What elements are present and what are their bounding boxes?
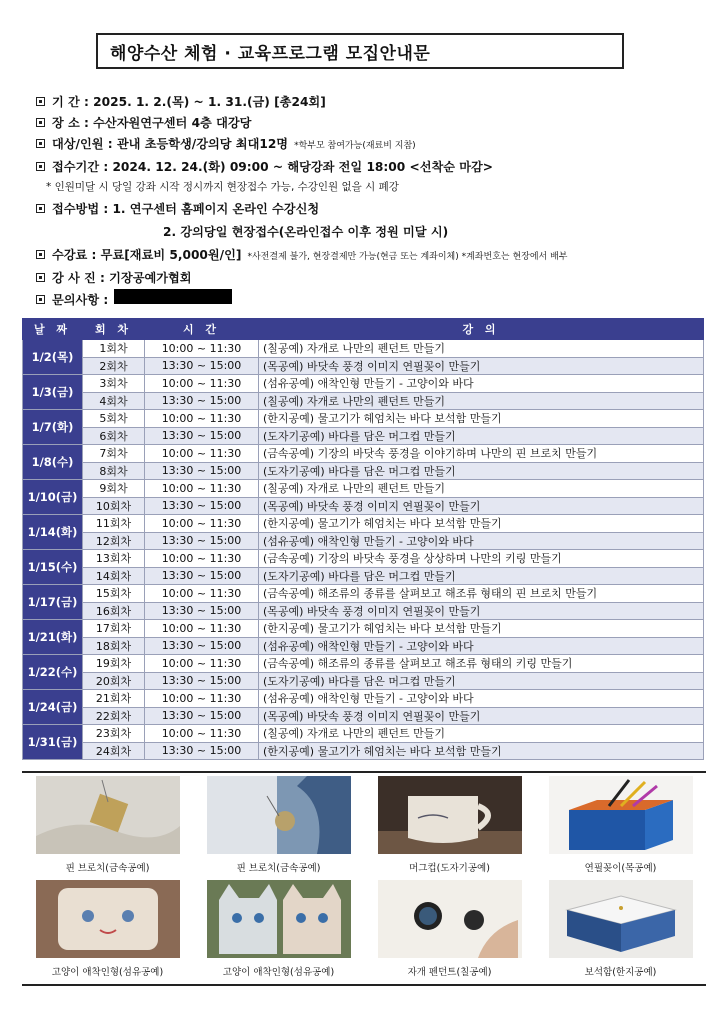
info-section bbox=[36, 92, 716, 311]
lecture-cell: (목공예) 바닷속 풍경 이미지 연필꽂이 만들기 bbox=[259, 357, 704, 375]
time-cell: 13:30 ~ 15:00 bbox=[145, 357, 259, 375]
lecture-cell: (한지공예) 물고기가 헤엄치는 바다 보석함 만들기 bbox=[259, 410, 704, 428]
session-cell: 1회차 bbox=[83, 340, 145, 358]
header-time: 시 간 bbox=[145, 319, 259, 340]
lecture-cell: (목공예) 바닷속 풍경 이미지 연필꽂이 만들기 bbox=[259, 497, 704, 515]
info-place: 장 소 : 수산자원연구센터 4층 대강당 bbox=[36, 113, 716, 134]
session-cell: 21회차 bbox=[83, 690, 145, 708]
table-row bbox=[23, 392, 704, 410]
divider bbox=[22, 984, 706, 986]
gallery-item bbox=[375, 776, 525, 874]
cat-doll-photo-icon bbox=[36, 880, 180, 958]
lecture-cell: (도자기공예) 바다를 담은 머그컵 만들기 bbox=[259, 672, 704, 690]
date-cell: 1/31(금) bbox=[23, 725, 83, 760]
lecture-cell: (도자기공예) 바다를 담은 머그컵 만들기 bbox=[259, 427, 704, 445]
time-cell: 10:00 ~ 11:30 bbox=[145, 725, 259, 743]
table-row bbox=[23, 550, 704, 568]
lecture-cell: (칠공예) 자개로 나만의 펜던트 만들기 bbox=[259, 340, 704, 358]
time-cell: 10:00 ~ 11:30 bbox=[145, 585, 259, 603]
square-bullet-icon bbox=[36, 118, 45, 127]
gallery-row-1 bbox=[22, 776, 706, 874]
table-row bbox=[23, 742, 704, 760]
header-session: 회 차 bbox=[83, 319, 145, 340]
session-cell: 23회차 bbox=[83, 725, 145, 743]
session-cell: 17회차 bbox=[83, 620, 145, 638]
table-row bbox=[23, 480, 704, 498]
gallery-item bbox=[546, 776, 696, 874]
pencil-holder-photo-icon bbox=[549, 776, 693, 854]
square-bullet-icon bbox=[36, 250, 45, 259]
square-bullet-icon bbox=[36, 295, 45, 304]
gallery-caption: 자개 펜던트(칠공예) bbox=[407, 967, 492, 978]
session-cell: 14회차 bbox=[83, 567, 145, 585]
time-cell: 10:00 ~ 11:30 bbox=[145, 655, 259, 673]
time-cell: 13:30 ~ 15:00 bbox=[145, 462, 259, 480]
session-cell: 5회차 bbox=[83, 410, 145, 428]
time-cell: 10:00 ~ 11:30 bbox=[145, 410, 259, 428]
time-cell: 13:30 ~ 15:00 bbox=[145, 672, 259, 690]
table-row bbox=[23, 427, 704, 445]
table-row bbox=[23, 375, 704, 393]
fee-note: *사전결제 불가, 현장결제만 가능(현금 또는 계좌이체) *계좌번호는 현장에서 배부 bbox=[247, 252, 568, 262]
gallery-item bbox=[33, 880, 183, 978]
date-cell: 1/7(화) bbox=[23, 410, 83, 445]
table-row bbox=[23, 497, 704, 515]
session-cell: 20회차 bbox=[83, 672, 145, 690]
table-row bbox=[23, 515, 704, 533]
session-cell: 19회차 bbox=[83, 655, 145, 673]
time-cell: 10:00 ~ 11:30 bbox=[145, 445, 259, 463]
time-cell: 13:30 ~ 15:00 bbox=[145, 707, 259, 725]
time-cell: 10:00 ~ 11:30 bbox=[145, 375, 259, 393]
gallery-caption: 머그컵(도자기공예) bbox=[409, 863, 490, 874]
session-cell: 9회차 bbox=[83, 480, 145, 498]
table-row bbox=[23, 602, 704, 620]
lecture-cell: (도자기공예) 바다를 담은 머그컵 만들기 bbox=[259, 462, 704, 480]
gallery-caption: 연필꽂이(목공예) bbox=[584, 863, 657, 874]
target-note: *학부모 참여가능(재료비 지참) bbox=[294, 141, 416, 151]
time-cell: 10:00 ~ 11:30 bbox=[145, 620, 259, 638]
date-cell: 1/14(화) bbox=[23, 515, 83, 550]
time-cell: 10:00 ~ 11:30 bbox=[145, 515, 259, 533]
header-lecture: 강 의 bbox=[259, 319, 704, 340]
session-cell: 22회차 bbox=[83, 707, 145, 725]
page-title: 해양수산 체험 · 교육프로그램 모집안내문 bbox=[96, 33, 624, 69]
date-cell: 1/17(금) bbox=[23, 585, 83, 620]
session-cell: 4회차 bbox=[83, 392, 145, 410]
lecture-cell: (칠공예) 자개로 나만의 펜던트 만들기 bbox=[259, 392, 704, 410]
square-bullet-icon bbox=[36, 273, 45, 282]
time-cell: 13:30 ~ 15:00 bbox=[145, 742, 259, 760]
pendant-photo-icon bbox=[378, 880, 522, 958]
lecture-cell: (도자기공예) 바다를 담은 머그컵 만들기 bbox=[259, 567, 704, 585]
session-cell: 11회차 bbox=[83, 515, 145, 533]
gallery-row-2 bbox=[22, 880, 706, 978]
cat-dolls-photo-icon bbox=[207, 880, 351, 958]
session-cell: 3회차 bbox=[83, 375, 145, 393]
gallery-item bbox=[33, 776, 183, 874]
time-cell: 13:30 ~ 15:00 bbox=[145, 392, 259, 410]
date-cell: 1/22(수) bbox=[23, 655, 83, 690]
session-cell: 24회차 bbox=[83, 742, 145, 760]
session-cell: 2회차 bbox=[83, 357, 145, 375]
date-cell: 1/24(금) bbox=[23, 690, 83, 725]
gallery-item bbox=[204, 880, 354, 978]
lecture-cell: (칠공예) 자개로 나만의 펜던트 만들기 bbox=[259, 725, 704, 743]
time-cell: 13:30 ~ 15:00 bbox=[145, 637, 259, 655]
gallery-item bbox=[204, 776, 354, 874]
info-reception: 접수기간 : 2024. 12. 24.(화) 09:00 ~ 해당강좌 전일 18:00 <선착순 마감> bbox=[36, 157, 716, 178]
table-row bbox=[23, 462, 704, 480]
lecture-cell: (섬유공예) 애착인형 만들기 - 고양이와 바다 bbox=[259, 375, 704, 393]
table-row bbox=[23, 672, 704, 690]
info-instructor: 강 사 진 : 기장공예가협회 bbox=[36, 268, 716, 289]
gallery-caption: 고양이 애착인형(섬유공예) bbox=[222, 967, 335, 978]
schedule-table bbox=[22, 318, 704, 760]
session-cell: 8회차 bbox=[83, 462, 145, 480]
table-row bbox=[23, 340, 704, 358]
date-cell: 1/15(수) bbox=[23, 550, 83, 585]
lecture-cell: (한지공예) 물고기가 헤엄치는 바다 보석함 만들기 bbox=[259, 742, 704, 760]
lecture-cell: (칠공예) 자개로 나만의 펜던트 만들기 bbox=[259, 480, 704, 498]
brooch-turtle-photo-icon bbox=[207, 776, 351, 854]
info-fee: 수강료 : 무료[재료비 5,000원/인] *사전결제 불가, 현장결제만 가능(현금 또는 계좌이체) *계좌번호는 현장에서 배부 bbox=[36, 245, 716, 268]
gallery-caption: 핀 브로치(금속공예) bbox=[65, 863, 150, 874]
session-cell: 12회차 bbox=[83, 532, 145, 550]
lecture-cell: (한지공예) 물고기가 헤엄치는 바다 보석함 만들기 bbox=[259, 620, 704, 638]
gallery-caption: 핀 브로치(금속공예) bbox=[236, 863, 321, 874]
square-bullet-icon bbox=[36, 162, 45, 171]
lecture-cell: (목공예) 바닷속 풍경 이미지 연필꽂이 만들기 bbox=[259, 707, 704, 725]
table-row bbox=[23, 725, 704, 743]
time-cell: 13:30 ~ 15:00 bbox=[145, 567, 259, 585]
redacted-block bbox=[114, 289, 232, 304]
square-bullet-icon bbox=[36, 139, 45, 148]
session-cell: 13회차 bbox=[83, 550, 145, 568]
info-method-2: 2. 강의당일 현장접수(온라인접수 이후 정원 미달 시) bbox=[163, 225, 449, 239]
session-cell: 16회차 bbox=[83, 602, 145, 620]
time-cell: 10:00 ~ 11:30 bbox=[145, 550, 259, 568]
table-row bbox=[23, 637, 704, 655]
lecture-cell: (섬유공예) 애착인형 만들기 - 고양이와 바다 bbox=[259, 532, 704, 550]
table-row bbox=[23, 655, 704, 673]
table-row bbox=[23, 357, 704, 375]
lecture-cell: (금속공예) 해조류의 종류를 살펴보고 해조류 형태의 핀 브로치 만들기 bbox=[259, 585, 704, 603]
table-row bbox=[23, 567, 704, 585]
table-row bbox=[23, 585, 704, 603]
time-cell: 10:00 ~ 11:30 bbox=[145, 690, 259, 708]
time-cell: 13:30 ~ 15:00 bbox=[145, 532, 259, 550]
gallery-caption: 고양이 애착인형(섬유공예) bbox=[51, 967, 164, 978]
session-cell: 15회차 bbox=[83, 585, 145, 603]
time-cell: 13:30 ~ 15:00 bbox=[145, 497, 259, 515]
date-cell: 1/10(금) bbox=[23, 480, 83, 515]
info-period: 기 간 : 2025. 1. 2.(목) ~ 1. 31.(금) [총24회] bbox=[36, 92, 716, 113]
square-bullet-icon bbox=[36, 97, 45, 106]
table-row bbox=[23, 532, 704, 550]
session-cell: 7회차 bbox=[83, 445, 145, 463]
lecture-cell: (한지공예) 물고기가 헤엄치는 바다 보석함 만들기 bbox=[259, 515, 704, 533]
date-cell: 1/8(수) bbox=[23, 445, 83, 480]
gallery-item bbox=[546, 880, 696, 978]
lecture-cell: (섬유공예) 애착인형 만들기 - 고양이와 바다 bbox=[259, 637, 704, 655]
table-row bbox=[23, 690, 704, 708]
lecture-cell: (목공예) 바닷속 풍경 이미지 연필꽂이 만들기 bbox=[259, 602, 704, 620]
mug-photo-icon bbox=[378, 776, 522, 854]
divider bbox=[22, 771, 706, 773]
table-row bbox=[23, 445, 704, 463]
session-cell: 6회차 bbox=[83, 427, 145, 445]
header-date: 날 짜 bbox=[23, 319, 83, 340]
date-cell: 1/2(목) bbox=[23, 340, 83, 375]
info-target: 대상/인원 : 관내 초등학생/강의당 최대12명 *학부모 참여가능(재료비 지참) bbox=[36, 134, 716, 157]
time-cell: 10:00 ~ 11:30 bbox=[145, 480, 259, 498]
time-cell: 10:00 ~ 11:30 bbox=[145, 340, 259, 358]
info-inquiry: 문의사항 : bbox=[36, 289, 716, 311]
reception-note: * 인원미달 시 당일 강좌 시작 정시까지 현장접수 가능, 수강인원 없을 시 폐강 bbox=[46, 181, 399, 193]
info-method: 접수방법 : 1. 연구센터 홈페이지 온라인 수강신청 bbox=[36, 199, 716, 220]
lecture-cell: (금속공예) 기장의 바닷속 풍경을 이야기하며 나만의 핀 브로치 만들기 bbox=[259, 445, 704, 463]
table-row bbox=[23, 620, 704, 638]
gallery-item bbox=[375, 880, 525, 978]
table-header-row bbox=[23, 319, 704, 340]
gallery-caption: 보석함(한지공예) bbox=[584, 967, 657, 978]
session-cell: 18회차 bbox=[83, 637, 145, 655]
date-cell: 1/3(금) bbox=[23, 375, 83, 410]
table-row bbox=[23, 410, 704, 428]
time-cell: 13:30 ~ 15:00 bbox=[145, 427, 259, 445]
square-bullet-icon bbox=[36, 204, 45, 213]
lecture-cell: (금속공예) 해조류의 종류를 살펴보고 해조류 형태의 키링 만들기 bbox=[259, 655, 704, 673]
date-cell: 1/21(화) bbox=[23, 620, 83, 655]
table-row bbox=[23, 707, 704, 725]
session-cell: 10회차 bbox=[83, 497, 145, 515]
lecture-cell: (섬유공예) 애착인형 만들기 - 고양이와 바다 bbox=[259, 690, 704, 708]
brooch-photo-icon bbox=[36, 776, 180, 854]
time-cell: 13:30 ~ 15:00 bbox=[145, 602, 259, 620]
jewelry-box-photo-icon bbox=[549, 880, 693, 958]
lecture-cell: (금속공예) 기장의 바닷속 풍경을 상상하며 나만의 키링 만들기 bbox=[259, 550, 704, 568]
